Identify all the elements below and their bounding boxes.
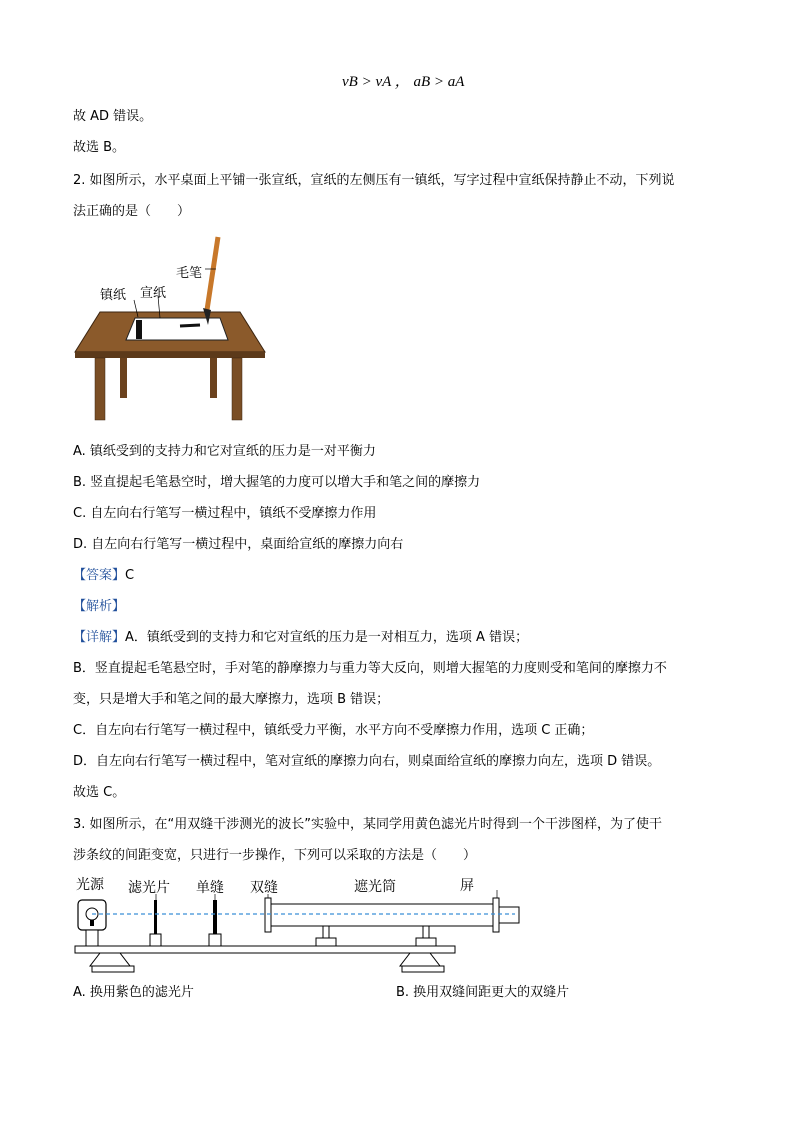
filter-label: 滤光片 bbox=[128, 880, 170, 896]
formula-text: vB > vA ， aB > aA bbox=[342, 74, 465, 90]
conclusion-line: 故 AD 错误。 bbox=[73, 109, 153, 124]
choose-c-line: 故选 C。 bbox=[73, 785, 126, 800]
velocity-accel-formula bbox=[342, 70, 464, 91]
light-source-label: 光源 bbox=[76, 877, 104, 893]
answer-label: 【答案】 bbox=[73, 568, 126, 583]
rice-paper-label: 宣纸 bbox=[140, 286, 167, 301]
brush-label: 毛笔 bbox=[176, 266, 203, 281]
light-shield-tube-label: 遮光筒 bbox=[354, 879, 396, 895]
detail-d-line: D．自左向右行笔写一横过程中，笔对宣纸的摩擦力向右，则桌面给宣纸的摩擦力向左，选项 D 错误。 bbox=[73, 754, 661, 769]
detail-label: 【详解】 bbox=[73, 630, 126, 645]
single-slit-label: 单缝 bbox=[196, 880, 224, 896]
detail-b-line-2: 变，只是增大手和笔之间的最大摩擦力，选项 B 错误； bbox=[73, 692, 390, 707]
analysis-label: 【解析】 bbox=[73, 599, 126, 614]
detail-c-line: C．自左向右行笔写一横过程中，镇纸受力平衡，水平方向不受摩擦力作用，选项 C 正确； bbox=[73, 723, 594, 738]
q2-option-b: B. 竖直提起毛笔悬空时，增大握笔的力度可以增大手和笔之间的摩擦力 bbox=[73, 475, 481, 490]
answer-line bbox=[73, 567, 134, 585]
double-slit-apparatus-figure bbox=[70, 870, 520, 980]
question-2-stem-2: 法正确的是（ ） bbox=[73, 204, 191, 219]
detail-a-line bbox=[73, 629, 528, 647]
q3-option-a: A. 换用紫色的滤光片 bbox=[73, 985, 194, 1000]
q2-option-c: C. 自左向右行笔写一横过程中，镇纸不受摩擦力作用 bbox=[73, 506, 377, 521]
q2-option-a: A. 镇纸受到的支持力和它对宣纸的压力是一对平衡力 bbox=[73, 444, 376, 459]
question-2-stem-1: 2. 如图所示，水平桌面上平铺一张宣纸，宣纸的左侧压有一镇纸，写字过程中宣纸保持静止不动，下列说 bbox=[73, 173, 675, 188]
q3-option-b: B. 换用双缝间距更大的双缝片 bbox=[396, 985, 570, 1000]
answer-value: C bbox=[125, 568, 135, 583]
calligraphy-table-figure bbox=[70, 232, 270, 432]
question-3-stem-2: 涉条纹的间距变宽，只进行一步操作，下列可以采取的方法是（ ） bbox=[73, 848, 477, 863]
screen-label: 屏 bbox=[460, 878, 474, 894]
question-3-stem-1: 3. 如图所示，在“用双缝干涉测光的波长”实验中，某同学用黄色滤光片时得到一个干涉图样，为了使干 bbox=[73, 817, 663, 832]
paper-weight-label: 镇纸 bbox=[100, 288, 127, 303]
choose-b-line: 故选 B。 bbox=[73, 140, 126, 155]
double-slit-label: 双缝 bbox=[250, 880, 278, 896]
detail-a-text: A．镇纸受到的支持力和它对宣纸的压力是一对相互力，选项 A 错误； bbox=[125, 630, 529, 645]
q2-option-d: D. 自左向右行笔写一横过程中，桌面给宣纸的摩擦力向右 bbox=[73, 537, 404, 552]
detail-b-line-1: B．竖直提起毛笔悬空时，手对笔的静摩擦力与重力等大反向，则增大握笔的力度则受和笔间的摩擦力不 bbox=[73, 661, 667, 676]
